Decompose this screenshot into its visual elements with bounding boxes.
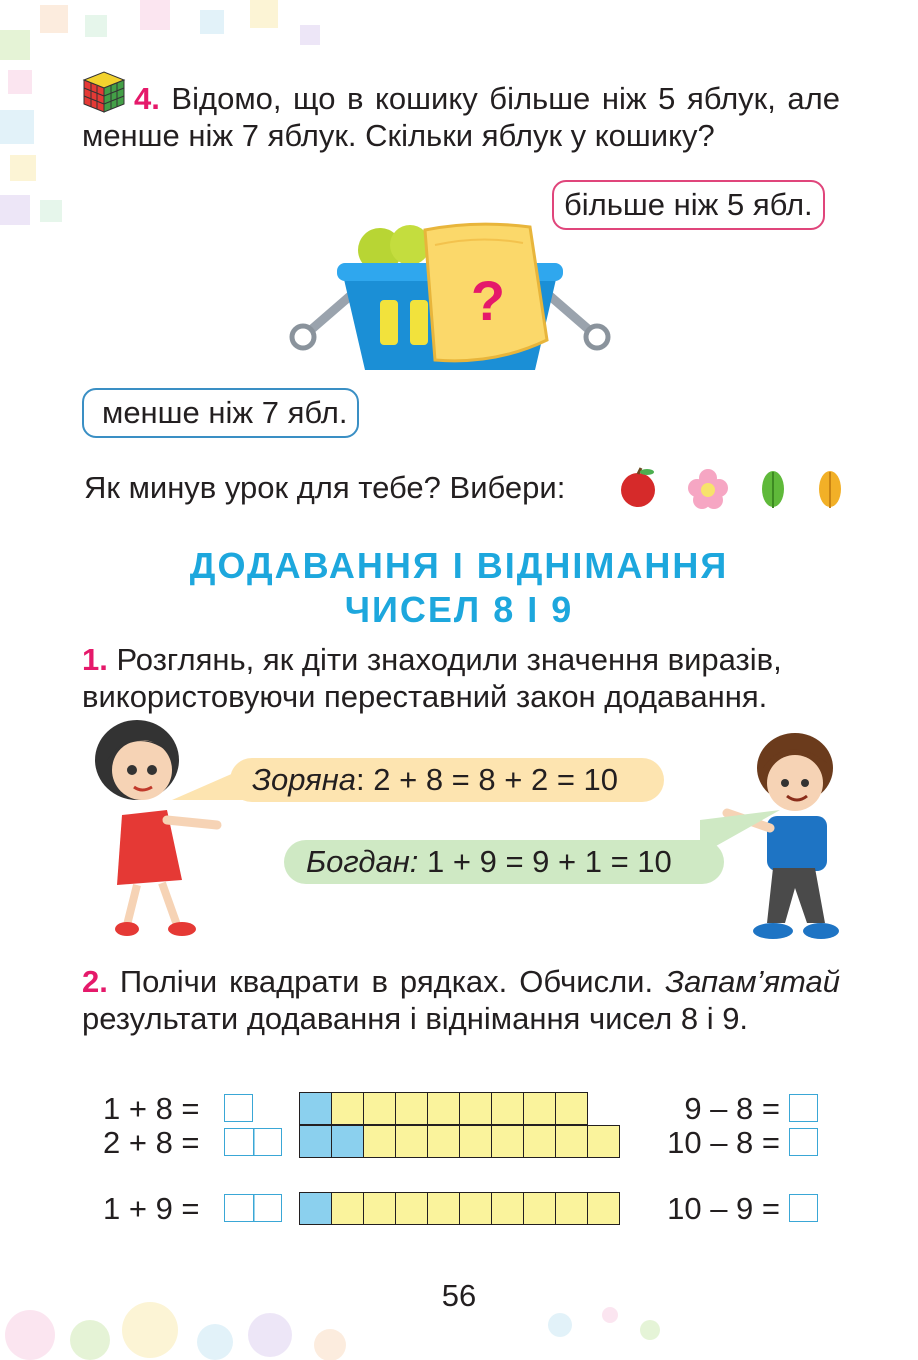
yellow-leaf-icon[interactable] xyxy=(819,471,841,508)
task2-text-italic: Запам’ятай xyxy=(665,964,840,999)
yellow-square xyxy=(555,1092,588,1125)
green-leaf-icon[interactable] xyxy=(762,471,784,508)
yellow-square xyxy=(363,1192,396,1225)
zoryana-name: Зоряна xyxy=(252,762,357,797)
yellow-square xyxy=(459,1092,492,1125)
blue-square xyxy=(331,1125,364,1158)
squares-row-3 xyxy=(299,1192,620,1225)
expr-left-2: 2 + 8 = xyxy=(103,1125,200,1160)
section-title-line1: ДОДАВАННЯ І ВІДНІМАННЯ xyxy=(189,545,729,586)
yellow-square xyxy=(491,1192,524,1225)
squares-row-2 xyxy=(299,1125,620,1158)
answer-box-left-1[interactable] xyxy=(224,1094,253,1122)
answer-box-right-2[interactable] xyxy=(789,1128,818,1156)
apple-icon[interactable] xyxy=(621,468,655,507)
zoryana-speech xyxy=(230,758,664,802)
feedback-icons xyxy=(618,466,848,510)
bohdan-name: Богдан: xyxy=(306,844,419,879)
task4-question: Відомо, що в кошику більше ніж 5 яблук, але менше ніж 7 яблук. Скільки яблук у кошику? xyxy=(82,81,840,153)
bohdan-expression: 1 + 9 = 9 + 1 = 10 xyxy=(418,844,672,879)
question-mark: ? xyxy=(470,269,506,332)
yellow-square xyxy=(395,1092,428,1125)
lesson-feedback-prompt: Як минув урок для тебе? Вибери: xyxy=(84,470,566,505)
task4-number: 4. xyxy=(134,81,160,116)
yellow-square xyxy=(427,1092,460,1125)
yellow-square xyxy=(491,1125,524,1158)
blue-square xyxy=(299,1125,332,1158)
blue-square xyxy=(299,1192,332,1225)
yellow-square xyxy=(395,1192,428,1225)
basket-illustration xyxy=(285,215,615,380)
yellow-square xyxy=(587,1192,620,1225)
answer-box-right-3[interactable] xyxy=(789,1194,818,1222)
task4-text xyxy=(82,80,840,154)
expr-right-3: 10 – 9 = xyxy=(667,1191,780,1226)
expr-right-1: 9 – 8 = xyxy=(684,1091,780,1126)
answer-box-right-1[interactable] xyxy=(789,1094,818,1122)
bohdan-speech xyxy=(284,840,724,884)
squares-row-1 xyxy=(299,1092,588,1125)
yellow-square xyxy=(587,1125,620,1158)
yellow-square xyxy=(363,1125,396,1158)
task2-text-a: Полічи квадрати в рядках. Обчисли. xyxy=(119,964,666,999)
page-number: 56 xyxy=(441,1278,477,1313)
expr-right-2: 10 – 8 = xyxy=(667,1125,780,1160)
zoryana-expression: : 2 + 8 = 8 + 2 = 10 xyxy=(356,762,619,797)
yellow-square xyxy=(363,1092,396,1125)
yellow-square xyxy=(523,1092,556,1125)
yellow-square xyxy=(555,1192,588,1225)
yellow-square xyxy=(427,1125,460,1158)
expr-left-1: 1 + 8 = xyxy=(103,1091,200,1126)
yellow-square xyxy=(523,1125,556,1158)
task2-number: 2. xyxy=(82,964,108,999)
bubble-more-than-5: більше ніж 5 ябл. xyxy=(552,180,825,230)
girl-illustration xyxy=(82,715,232,940)
task1-text xyxy=(82,641,852,715)
yellow-square xyxy=(395,1125,428,1158)
yellow-square xyxy=(331,1092,364,1125)
task2-text-b: результати додавання і віднімання чисел 8 і 9. xyxy=(82,1001,749,1036)
yellow-square xyxy=(427,1192,460,1225)
yellow-square xyxy=(523,1192,556,1225)
task2-text xyxy=(82,963,840,1037)
answer-box-left-2[interactable] xyxy=(224,1128,282,1156)
expr-left-3: 1 + 9 = xyxy=(103,1191,200,1226)
flower-icon[interactable] xyxy=(688,469,728,509)
blue-square xyxy=(299,1092,332,1125)
yellow-square xyxy=(491,1092,524,1125)
yellow-square xyxy=(331,1192,364,1225)
yellow-square xyxy=(459,1125,492,1158)
task1-instruction: Розглянь, як діти знаходили значення виразів, використовуючи переставний закон додавання. xyxy=(82,642,782,714)
yellow-square xyxy=(459,1192,492,1225)
yellow-square xyxy=(555,1125,588,1158)
section-title-line2: ЧИСЕЛ 8 І 9 xyxy=(344,589,574,630)
bubble-less-than-7: менше ніж 7 ябл. xyxy=(82,388,359,438)
answer-box-left-3[interactable] xyxy=(224,1194,282,1222)
task1-number: 1. xyxy=(82,642,108,677)
